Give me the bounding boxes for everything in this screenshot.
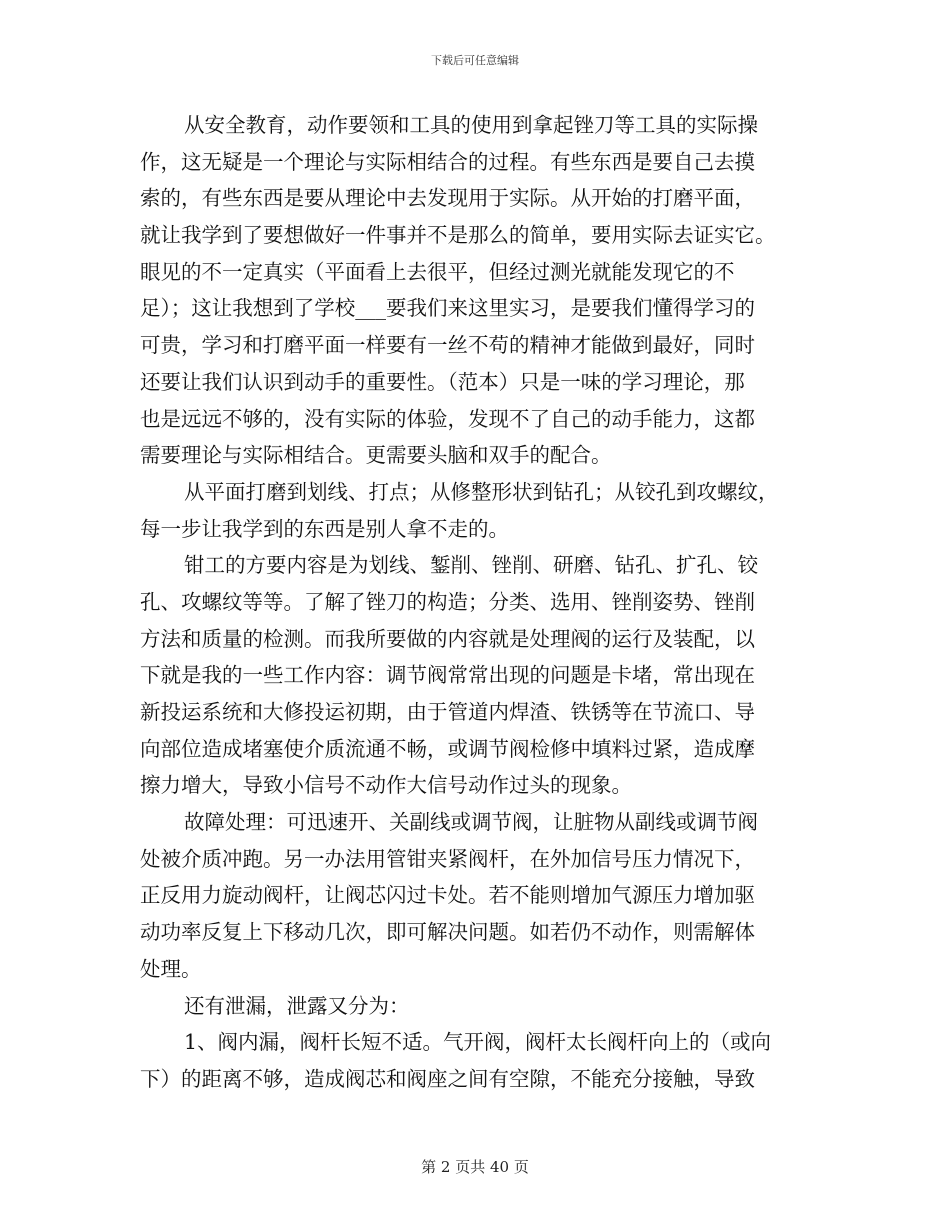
text-line: 作，这无疑是一个理论与实际相结合的过程。有些东西是要自己去摸 — [140, 149, 755, 174]
text-line: 新投运系统和大修投运初期，由于管道内焊渣、铁锈等在节流口、导 — [140, 700, 755, 724]
page-header: 下载后可任意编辑 — [431, 54, 519, 67]
text-line: 钳工的方要内容是为划线、錾削、锉削、研磨、钻孔、扩孔、铰 — [184, 553, 758, 578]
text-line: 孔、攻螺纹等等。了解了锉刀的构造；分类、选用、锉削姿势、锉削 — [140, 589, 755, 614]
text-line: 需要理论与实际相结合。更需要头脑和双手的配合。 — [140, 443, 612, 468]
text-line: 下就是我的一些工作内容：调节阀常常出现的问题是卡堵，常出现在 — [140, 663, 755, 688]
page-footer: 第 2 页共 40 页 — [421, 1158, 529, 1176]
text-line: 索的，有些东西是要从理论中去发现用于实际。从开始的打磨平面， — [140, 186, 755, 211]
text-line: 动功率反复上下移动几次，即可解决问题。如若仍不动作，则需解体 — [140, 920, 755, 945]
text-line: 处被介质冲跑。另一办法用管钳夹紧阀杆，在外加信号压力情况下， — [140, 846, 755, 871]
text-line: 方法和质量的检测。而我所要做的内容就是处理阀的运行及装配，以 — [140, 626, 755, 651]
text-line: 故障处理：可迅速开、关副线或调节阀，让脏物从副线或调节阀 — [184, 810, 758, 835]
text-line: 眼见的不一定真实（平面看上去很平，但经过测光就能发现它的不 — [140, 259, 735, 284]
text-line: 每一步让我学到的东西是别人拿不走的。 — [140, 516, 509, 541]
text-line: 从安全教育，动作要领和工具的使用到拿起锉刀等工具的实际操 — [184, 113, 758, 137]
text-line: 向部位造成堵塞使介质流通不畅，或调节阀检修中填料过紧，造成摩 — [140, 736, 755, 761]
text-line: 足）；这让我想到了学校___要我们来这里实习，是要我们懂得学习的 — [140, 296, 755, 321]
text-line: 擦力增大，导致小信号不动作大信号动作过头的现象。 — [140, 773, 632, 798]
text-line: 1、阀内漏，阀杆长短不适。气开阀，阀杆太长阀杆向上的（或向 — [184, 1030, 772, 1055]
text-line: 正反用力旋动阀杆，让阀芯闪过卡处。若不能则增加气源压力增加驱 — [140, 883, 755, 908]
document-body — [140, 107, 805, 1098]
text-line: 也是远远不够的，没有实际的体验，发现不了自己的动手能力，这都 — [140, 406, 755, 431]
text-line: 下）的距离不够，造成阀芯和阀座之间有空隙，不能充分接触，导致 — [140, 1066, 755, 1091]
text-line: 就让我学到了要想做好一件事并不是那么的简单，要用实际去证实它。 — [140, 223, 776, 248]
text-line: 还要让我们认识到动手的重要性。（范本）只是一味的学习理论，那 — [140, 369, 745, 394]
text-line: 还有泄漏，泄露又分为： — [184, 993, 410, 1018]
text-line: 从平面打磨到划线、打点；从修整形状到钻孔；从铰孔到攻螺纹， — [184, 479, 779, 504]
text-line: 可贵，学习和打磨平面一样要有一丝不苟的精神才能做到最好，同时 — [140, 333, 755, 358]
text-line: 处理。 — [140, 956, 202, 981]
